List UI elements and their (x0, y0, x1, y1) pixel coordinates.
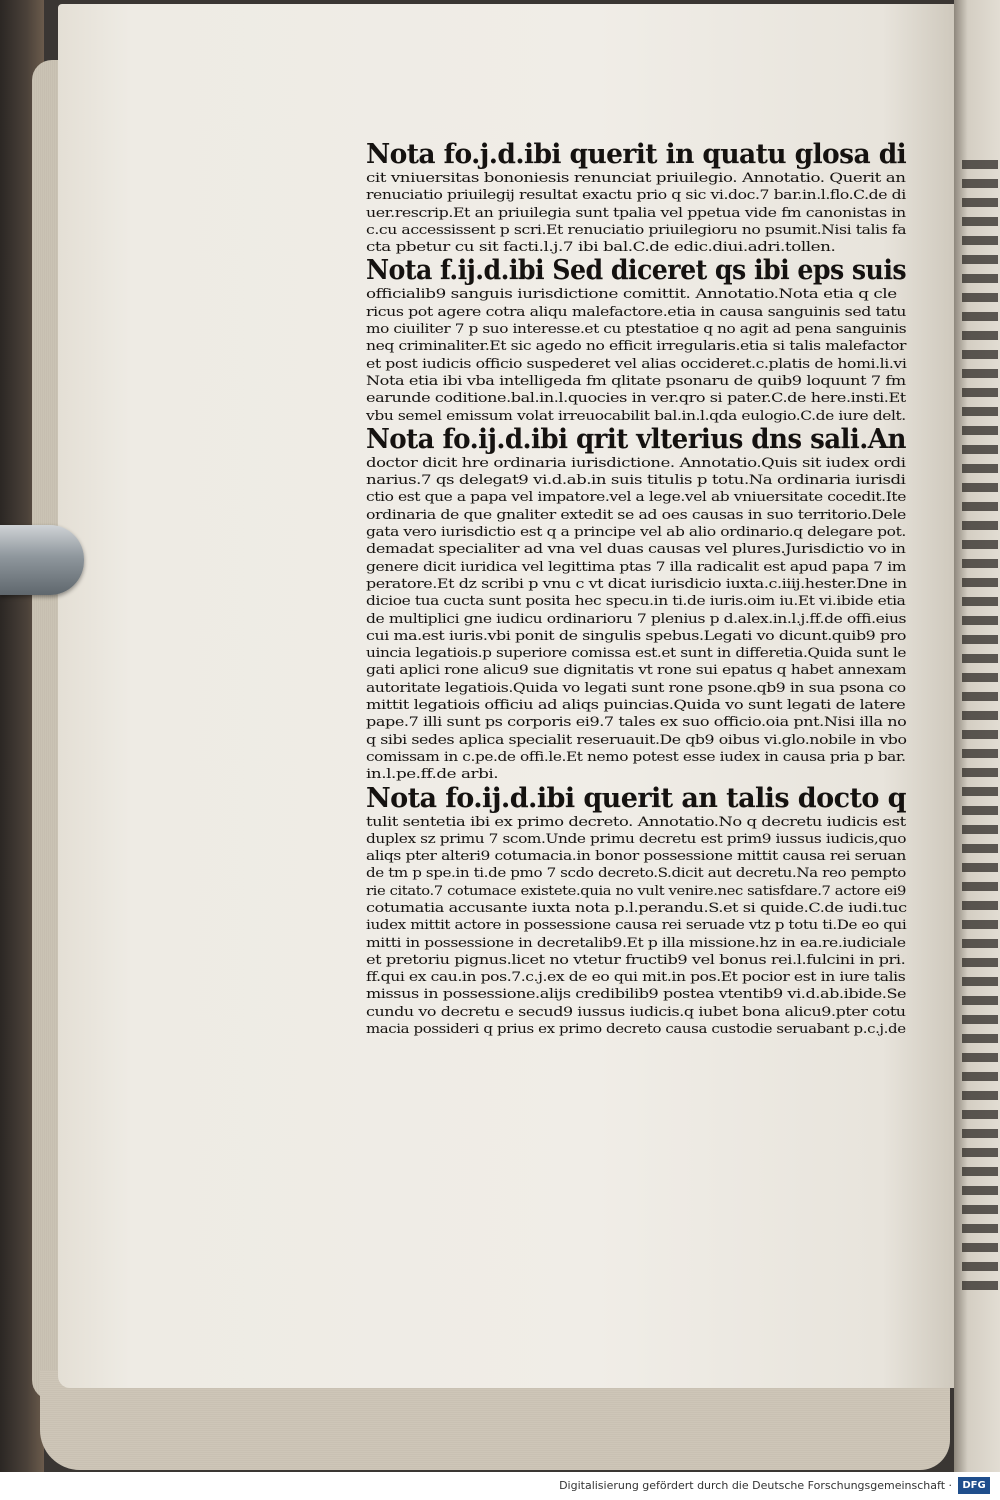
text-line: macia possideri q prius ex primo decreto causa custodie seruabant p.c.j.de (366, 1022, 906, 1038)
text-line: peratore.Et dz scribi p vnu c vt dicat iurisdicio iuxta.c.iiij.hester.Dne in (366, 576, 907, 592)
dfg-logo: DFG (958, 1477, 990, 1494)
text-line: et pretoriu pignus.licet no vtetur fructib9 vel bonus rei.l.fulcini in pri. (366, 952, 906, 968)
text-line: pape.7 illi sunt ps corporis ei9.7 tales ex suo officio.oia pnt.Nisi illa no (366, 715, 907, 731)
text-line: rie citato.7 cotumace existete.quia no vult venire.nec satisfdare.7 actore ei9 (366, 883, 907, 899)
page-clip (0, 525, 84, 595)
text-line: ff.qui ex cau.in pos.7.c.j.ex de eo qui mit.in pos.Et pocior est in iure talis (366, 970, 906, 986)
text-line: c.cu accessissent p scri.Et renuciatio priuilegioru no psumit.Nisi talis fa (366, 222, 907, 238)
text-line: doctor dicit hre ordinaria iurisdictione. Annotatio.Quis sit iudex ordi (366, 455, 906, 471)
text-line: de tm p spe.in ti.de pmo 7 scdo decreto.S.dicit aut decretu.Na reo pempto (366, 866, 906, 882)
text-line: officialib9 sanguis iurisdictione comittit. Annotatio.Nota etia q cle (366, 287, 897, 303)
section-heading: Nota fo.ij.d.ibi querit an talis docto q (366, 782, 906, 814)
text-line: tulit sentetia ibi ex primo decreto. Annotatio.No q decretu iudicis est (366, 814, 906, 830)
text-line: renuciatio priuilegij resultat exactu prio q sic vi.doc.7 bar.in.l.flo.C.de di (366, 188, 906, 204)
text-line: neq criminaliter.Et sic agedo no efficit irregularis.etia si talis malefactor (366, 339, 907, 355)
text-line: mitti in possessione in decretalib9.Et p illa missione.hz in ea.re.iudiciale (366, 935, 906, 951)
text-line: mittit legatiois officiu ad aliqs puincias.Quida vo sunt legati de latere (366, 698, 906, 714)
section-heading: Nota fo.j.d.ibi querit in quatu glosa di (366, 139, 907, 170)
text-block (366, 140, 906, 1130)
text-line: dicioe tua cucta sunt posita hec specu.in ti.de iuris.oim iu.Et vi.ibide etia (366, 594, 906, 610)
text-line: comissam in c.pe.de offi.le.Et nemo potest esse iudex in causa pria p bar. (366, 749, 906, 765)
section-heading: Nota fo.ij.d.ibi qrit vlterius dns sali.An (366, 423, 906, 455)
text-line: cta pbetur cu sit facti.l.j.7 ibi bal.C.de edic.diui.adri.tollen. (366, 240, 836, 256)
text-line: ctio est que a papa vel impatore.vel a lege.vel ab vniuersitate cocedit.Ite (366, 490, 906, 506)
text-line: cotumatia accusante iuxta nota p.l.perandu.S.et si quide.C.de iudi.tuc (366, 900, 907, 916)
text-line: gati aplici rone alicu9 sue dignitatis vt rone sui epatus q habet annexam (366, 663, 907, 679)
text-line: missus in possessione.alijs credibilib9 postea vtentib9 vi.d.ab.ibide.Se (366, 987, 907, 1003)
text-line: iudex mittit actore in possessione causa rei seruade vtz p totu ti.De eo qui (366, 918, 907, 934)
text-line: q sibi sedes aplica specialit reseruauit.De qb9 oibus vi.glo.nobile in vbo (366, 732, 907, 748)
text-line: cui ma.est iuris.vbi ponit de singulis spebus.Legati vo dicunt.quib9 pro (366, 628, 906, 644)
text-line: de multiplici gne iudicu ordinarioru 7 plenius p d.alex.in.l.j.ff.de offi.eius (366, 611, 907, 627)
text-line: gata vero iurisdictio est q a principe vel ab alio ordinario.q delegare pot. (366, 525, 906, 541)
footer-bar (0, 1472, 1000, 1500)
text-line: demadat specialiter ad vna vel duas causas vel plures.Jurisdictio vo in (366, 542, 906, 558)
text-line: duplex sz primu 7 scom.Unde primu decretu est prim9 iussus iudicis,quo (366, 831, 907, 847)
text-line: ricus pot agere cotra aliqu malefactore.etia in causa sanguinis sed tatu (366, 304, 907, 320)
text-line: uer.rescrip.Et an priuilegia sunt tpalia vel ppetua vide fm canonistas in (366, 205, 906, 221)
section-heading: Nota f.ij.d.ibi Sed diceret qs ibi eps suis (366, 255, 907, 287)
funding-credit: Digitalisierung gefördert durch die Deutsche Forschungsgemeinschaft · (559, 1479, 952, 1492)
text-line: autoritate legatiois.Quida vo legati sunt rone psone.qb9 in sua psona co (366, 680, 906, 696)
text-line: et post iudicis officio suspederet vel alias occideret.c.platis de homi.li.vi (366, 356, 907, 372)
text-line: cit vniuersitas bononiesis renunciat priuilegio. Annotatio. Querit an (366, 171, 906, 186)
text-line: in.l.pe.ff.de arbi. (366, 767, 499, 783)
text-line: uincia legatiois.p superiore comissa est.et sunt in differetia.Quida sunt le (366, 646, 907, 662)
text-line: vbu semel emissum volat irreuocabilit bal.in.l.qda eulogio.C.de iure delt. (366, 408, 906, 424)
text-line: aliqs pter alteri9 cotumacia.in bonor possessione mittit causa rei seruan (366, 849, 906, 865)
text-line: cundu vo decretu e secud9 iussus iudicis.q iubet bona alicu9.pter cotu (366, 1004, 906, 1020)
text-line: mo ciuiliter 7 p suo interesse.et cu ptestatioe q no agit ad pena sanguinis (366, 322, 907, 338)
text-line: earunde coditione.bal.in.l.quocies in ver.qro si pater.C.de here.insti.Et (366, 391, 906, 407)
text-line: ordinaria de que gnaliter extedit se ad oes causas in suo territorio.Dele (366, 507, 906, 523)
text-line: Nota etia ibi vba intelligeda fm qlitate psonaru de quib9 loquunt 7 fm (366, 373, 906, 389)
text-line: genere dicit iuridica vel legittima ptas 7 illa radicalit est apud papa 7 im (366, 559, 907, 575)
text-line: narius.7 qs delegat9 vi.d.ab.in suis titulis p totu.Na ordinaria iurisdi (366, 473, 906, 489)
